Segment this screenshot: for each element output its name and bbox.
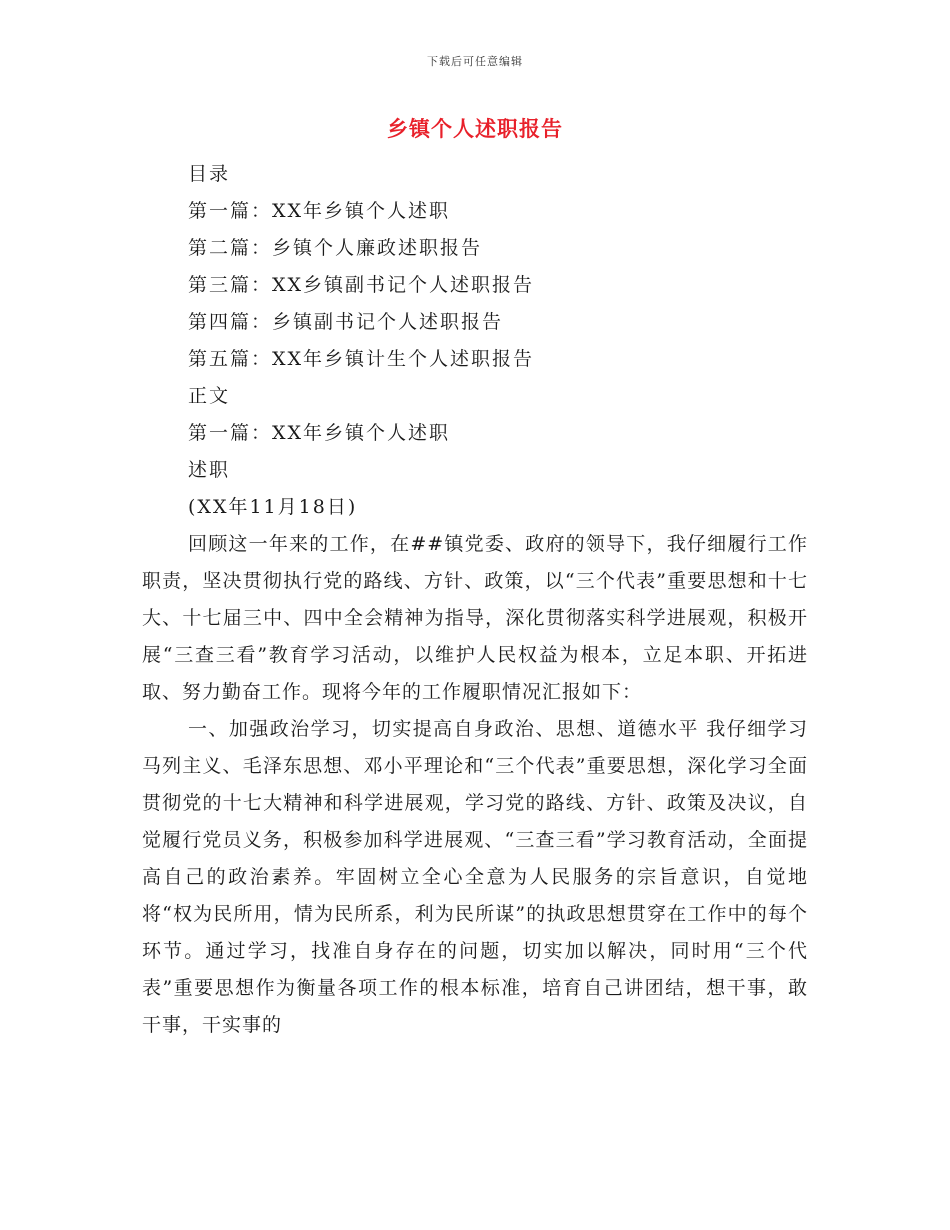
page-header-note: 下载后可任意编辑 — [427, 55, 523, 68]
body-paragraph-1: 回顾这一年来的工作，在##镇党委、政府的领导下，我仔细履行工作职责，坚决贯彻执行党的路线、方针、政策，以“三个代表”重要思想和十七大、十七届三中、四中全会精神为指导，深化贯彻落实科学进展观，积极开展“三查三看”教育学习活动，以维护人民权益为根本，立足本职、开拓进取、努力勤奋工作。现将今年的工作履职情况汇报如下： — [142, 533, 808, 703]
toc-item-2: 第二篇：乡镇个人廉政述职报告 — [188, 237, 483, 259]
toc-item-5: 第五篇：XX年乡镇计生个人述职报告 — [188, 348, 535, 370]
toc-item-4: 第四篇：乡镇副书记个人述职报告 — [188, 311, 504, 333]
toc-heading: 目录 — [188, 163, 231, 185]
toc-item-1: 第一篇：XX年乡镇个人述职 — [188, 200, 451, 222]
body-paragraph-2: 一、加强政治学习，切实提高自身政治、思想、道德水平 我仔细学习马列主义、毛泽东思想、邓小平理论和“三个代表”重要思想，深化学习全面贯彻党的十七大精神和科学进展观，学习党的路线、方针、政策及决议，自觉履行党员义务，积极参加科学进展观、“三查三看”学习教育活动，全面提高自己的政治素养。牢固树立全心全意为人民服务的宗旨意识，自觉地将“权为民所用，情为民所系，利为民所谋”的执政思想贯穿在工作中的每个环节。通过学习，找准自身存在的问题，切实加以解决，同时用“三个代表”重要思想作为衡量各项工作的根本标准，培育自己讲团结，想干事，敢干事，干实事的 — [142, 718, 808, 1036]
section-date: (XX年11月18日) — [188, 496, 358, 518]
section-subtitle: 述职 — [188, 459, 231, 481]
document-title: 乡镇个人述职报告 — [387, 116, 563, 141]
toc-item-3: 第三篇：XX乡镇副书记个人述职报告 — [188, 274, 535, 296]
document-body — [142, 156, 808, 1044]
section-title: 第一篇：XX年乡镇个人述职 — [188, 422, 451, 444]
body-heading: 正文 — [188, 385, 231, 407]
